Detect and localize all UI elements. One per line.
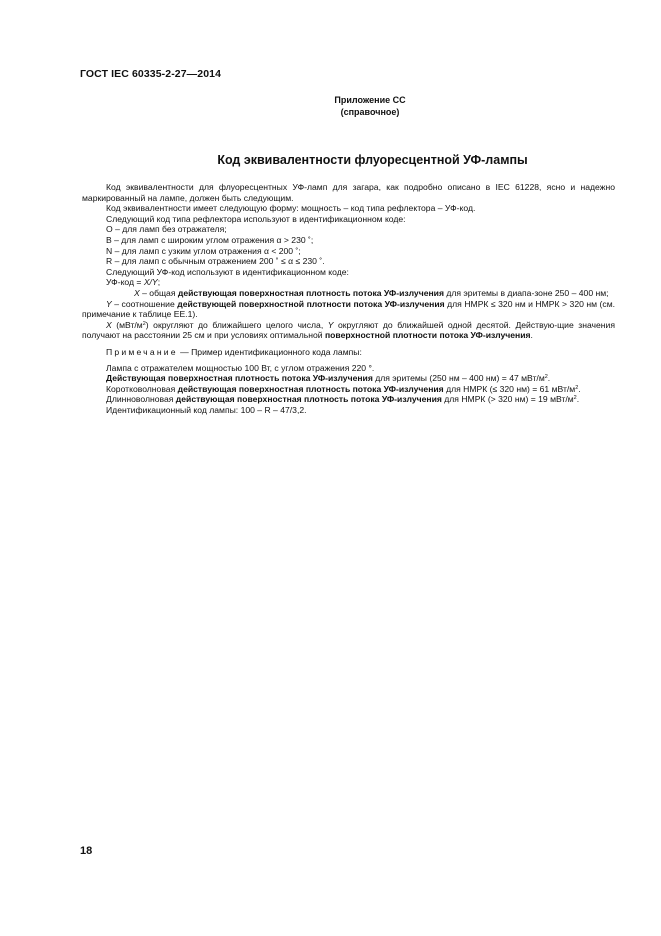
reflector-code-n: N – для ламп с узким углом отражения α < 200 ˚;	[106, 245, 301, 256]
appendix-subtitle: (справочное)	[340, 107, 400, 117]
uv-code-suffix: ;	[157, 277, 161, 288]
paragraph-intro: Код эквивалентности для флуоресцентных УФ-ламп для загара, как подробно описано в IEC 61228, ясно и надежно маркированный на лампе, должен быть следующим.	[82, 182, 615, 203]
round-text-a: ) округляют до ближайшего целого числа,	[145, 319, 328, 330]
y-definition	[82, 299, 615, 320]
round-bold: поверхностной плотности потока УФ-излучения	[324, 330, 531, 341]
y-def-text-a: – соотношение	[111, 298, 178, 309]
paragraph-format: Код эквивалентности имеет следующую форму: мощность – код типа рефлектора – УФ-код.	[106, 203, 476, 214]
x-def-text-b: для эритемы в диапа-зоне 250 – 400 нм;	[443, 287, 609, 298]
note-total-rest: для эритемы (250 нм – 400 нм) = 47 мВт/м	[372, 373, 545, 384]
round-unit: (мВт/м	[111, 319, 143, 330]
y-variable: Y	[106, 298, 112, 309]
reflector-code-r: R – для ламп с обычным отражением 200 ˚ ≤ α ≤ 230 ˚.	[106, 256, 325, 267]
x-definition	[82, 288, 615, 299]
paragraph-reflector-intro: Следующий код типа рефлектора используют в идентификационном коде:	[106, 213, 406, 224]
note-lamp: Лампа с отражателем мощностью 100 Вт, с углом отражения 220 °.	[106, 362, 375, 373]
reflector-code-b: В – для ламп с широким углом отражения α > 230 ˚;	[106, 234, 314, 245]
note-short-sup: 2	[575, 384, 579, 391]
note-label: Примечание	[106, 346, 178, 357]
note-long-bold: действующая поверхностная плотность потока УФ-излучения	[175, 394, 442, 405]
note-short-wave	[82, 384, 615, 395]
note-long-sup: 2	[573, 395, 577, 402]
appendix-heading	[260, 94, 480, 118]
x-def-bold: действующая поверхностная плотность потока УФ-излучения	[177, 287, 444, 298]
uv-code-formula: X/Y	[143, 277, 158, 288]
document-header: ГОСТ IEC 60335-2-27—2014	[80, 68, 222, 80]
note-total-bold: Действующая поверхностная плотность потока УФ-излучения	[106, 373, 373, 384]
appendix-title: Приложение СС	[334, 95, 406, 105]
note-long-wave	[82, 394, 615, 405]
round-unit-sup: 2	[142, 320, 146, 327]
x-def-text-a: – общая	[139, 287, 178, 298]
note-long-rest: для НМРК (> 320 нм) = 19 мВт/м	[441, 394, 574, 405]
page-number: 18	[80, 845, 93, 857]
note-short-end: .	[578, 383, 581, 394]
round-x-variable: X	[106, 319, 112, 330]
section-title: Код эквивалентности флуоресцентной УФ-лампы	[217, 153, 528, 167]
note-short-rest: для НМРК (≤ 320 нм) = 61 мВт/м	[443, 383, 576, 394]
uv-code-formula-line	[82, 277, 615, 288]
note-id-code: Идентификационный код лампы: 100 – R – 47/3,2.	[106, 404, 307, 415]
x-variable: X	[134, 287, 140, 298]
round-text-b: округляют до ближайшей одной десятой. Действую-щие значения получают на расстоянии 25 см и при условиях оптимальной	[82, 319, 615, 341]
note-long-a: Длинноволновая	[106, 394, 176, 405]
y-def-text-b: для НМРК ≤ 320 нм и НМРК > 320 нм (см. примечание к таблице ЕЕ.1).	[82, 298, 615, 320]
note-short-a: Коротковолновая	[106, 383, 178, 394]
paragraph-uv-intro: Следующий УФ-код используют в идентификационном коде:	[106, 266, 349, 277]
note-long-end: .	[576, 394, 580, 405]
note-total-sup: 2	[544, 374, 548, 381]
note-heading	[82, 347, 615, 358]
uv-code-prefix: УФ-код =	[106, 277, 144, 288]
note-total-end: .	[547, 373, 551, 384]
document-body	[82, 182, 615, 415]
reflector-code-o: О – для ламп без отражателя;	[106, 224, 227, 235]
note-intro: — Пример идентификационного кода лампы:	[177, 346, 362, 357]
rounding-paragraph	[82, 320, 615, 341]
note-total-irradiance	[82, 373, 615, 384]
note-short-bold: действующая поверхностная плотность потока УФ-излучения	[177, 383, 444, 394]
round-y-variable: Y	[327, 319, 334, 330]
y-def-bold: действующей поверхностной плотности потока УФ-излучения	[177, 298, 445, 309]
round-end: .	[530, 330, 533, 341]
